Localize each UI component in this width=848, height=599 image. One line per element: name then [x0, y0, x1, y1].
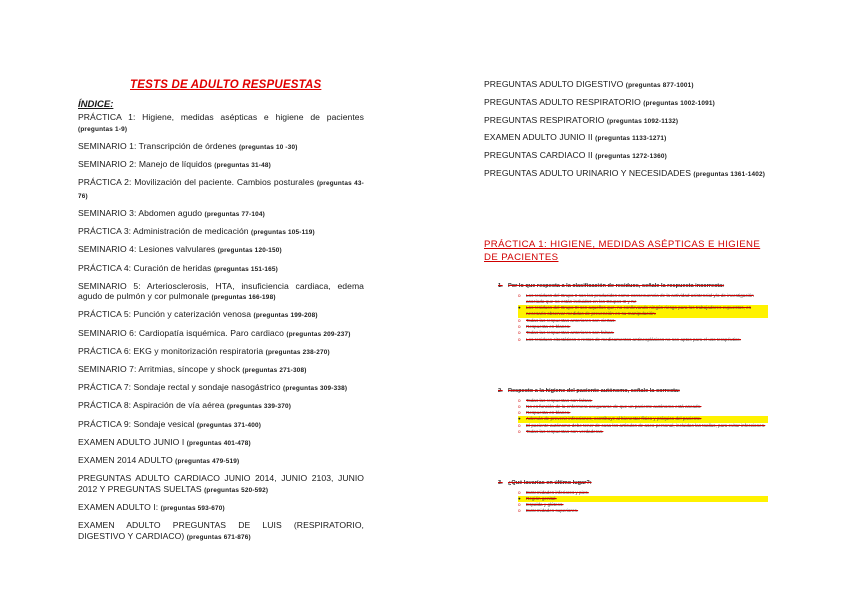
answer-option: o Espalda y glúteos. [518, 502, 768, 508]
toc-entry-label: SEMINARIO 1: Transcripción de órdenes [78, 140, 239, 151]
toc-entry-label: EXAMEN ADULTO JUNIO I [78, 436, 187, 447]
toc-entry [78, 346, 364, 359]
answer-option: o Los residuos del Grupo II son los producidos como consecuencia de la actividad asistencial y/o de investigación asociada que no están incluidos en los Grupos III y IV. [518, 293, 768, 306]
toc-entry-label: PRÁCTICA 4: Curación de heridas [78, 262, 214, 273]
toc-entry-label: SEMINARIO 3: Abdomen agudo [78, 207, 205, 218]
toc-entry-pages: (preguntas 1361-1402) [693, 170, 766, 178]
question-2 [498, 388, 768, 435]
toc-entry-pages: (preguntas 479-519) [175, 457, 240, 465]
answer-option: o Respuesta en blanco. [518, 324, 768, 330]
toc-entry-label: PRÁCTICA 1: Higiene, medidas asépticas e higiene de pacientes [78, 112, 364, 122]
toc-entry-pages: (preguntas 877-1001) [625, 82, 694, 89]
answer-option: o El paciente autónomo debe tener de casa los artículos de aseo personal, incluidas las toallas, para evitar infecciones. [518, 423, 768, 429]
toc-entry [78, 177, 364, 202]
toc-entry-pages: (preguntas 105-119) [251, 229, 315, 237]
answer-option-correct: ● Además de prevenir infecciones, contribuye al bienestar físico y psíquico del paciente. [518, 416, 768, 422]
toc-entry-pages: (preguntas 309-338) [283, 385, 348, 393]
toc-entry-pages: (preguntas 401-478) [186, 439, 251, 447]
toc-entry-pages: (preguntas 43-76) [78, 180, 364, 200]
toc-entry-pages: (preguntas 166-198) [211, 294, 276, 302]
toc-entry-label: EXAMEN 2014 ADULTO [78, 454, 176, 465]
toc-entry-label: SEMINARIO 5: Arteriosclerosis, HTA, insuficiencia cardiaca, edema agudo de pulmón y cor pulmonale [78, 280, 364, 302]
toc-entry-pages: (preguntas 1133-1271) [595, 135, 667, 143]
answer-options [518, 398, 768, 436]
toc-entry-pages: (preguntas 199-208) [253, 312, 318, 320]
answer-options [518, 293, 768, 343]
question-3 [498, 480, 768, 515]
toc-entry [78, 244, 364, 257]
toc-entry [484, 168, 774, 181]
question-text [498, 283, 768, 291]
toc-entry [78, 364, 364, 377]
toc-entry-label: PREGUNTAS CARDIACO II [484, 150, 596, 161]
table-of-contents-right [484, 79, 774, 186]
question-number: 2. [498, 388, 503, 394]
question-text [498, 480, 768, 488]
table-of-contents-left [78, 112, 364, 549]
toc-entry [78, 112, 364, 135]
answer-option: o Todas las respuestas son falsas. [518, 398, 768, 404]
toc-entry-label: PREGUNTAS ADULTO URINARIO Y NECESIDADES [484, 167, 694, 178]
toc-entry [78, 208, 364, 221]
toc-entry-pages: (preguntas 238-270) [265, 348, 330, 356]
toc-entry-label: SEMINARIO 7: Arritmias, síncope y shock [78, 364, 243, 375]
answer-option-correct: ● Los residuos del Grupo III son aquellos que, no conllevando ningún riesgo para los trabajadores expuestos, es necesario observar medidas de prevención en su manipulación. [518, 305, 768, 318]
question-label: ¿Qué lavarías en último lugar?: [508, 480, 592, 486]
toc-entry-label: PRÁCTICA 6: EKG y monitorización respiratoria [78, 345, 266, 356]
section-title: PRÁCTICA 1: HIGIENE, MEDIDAS ASÉPTICAS E HIGIENE DE PACIENTES [484, 239, 761, 263]
answer-option: o Respuesta en blanco. [518, 410, 768, 416]
toc-entry [78, 455, 364, 468]
toc-entry-label: PREGUNTAS ADULTO CARDIACO JUNIO 2014, JUNIO 2103, JUNIO 2012 Y PREGUNTAS SUELTAS [78, 473, 364, 494]
toc-entry-label: SEMINARIO 6: Cardiopatía isquémica. Paro cardiaco [78, 327, 287, 338]
question-number: 1. [498, 283, 503, 289]
toc-entry-label: PREGUNTAS ADULTO RESPIRATORIO [484, 96, 644, 107]
toc-entry [484, 115, 774, 128]
toc-entry-pages: (preguntas 120-150) [217, 247, 282, 255]
toc-entry [484, 79, 774, 92]
answer-option: o Todas las respuestas anteriores son ciertas. [518, 318, 768, 324]
toc-entry [78, 141, 364, 154]
toc-entry-label: PREGUNTAS ADULTO DIGESTIVO [484, 79, 626, 89]
toc-entry [78, 382, 364, 395]
toc-entry-label: SEMINARIO 4: Lesiones valvulares [78, 244, 218, 255]
toc-entry-pages: (preguntas 1-9) [78, 125, 128, 133]
index-heading: ÍNDICE: [78, 99, 114, 110]
answer-option: o Extremidades superiores. [518, 508, 768, 514]
question-label: Por lo que respecta a la clasificación de residuos, señale la respuesta incorrecta: [508, 283, 725, 289]
answer-option-correct: ● Región genital. [518, 496, 768, 502]
toc-entry [78, 309, 364, 322]
toc-entry-label: EXAMEN ADULTO I: [78, 501, 161, 512]
toc-entry [484, 132, 774, 145]
toc-entry [78, 400, 364, 413]
question-label: Respecto a la higiene del paciente autónomo, señale la correcta: [508, 388, 680, 394]
toc-entry-label: PRÁCTICA 3: Administración de medicación [78, 226, 252, 237]
toc-entry-pages: (preguntas 271-308) [242, 367, 307, 375]
answer-options [518, 490, 768, 515]
toc-entry-pages: (preguntas 593-670) [160, 504, 225, 512]
answer-option: o Los residuos citostáticos o restos de medicamentos antineoplásicos no son aptos para el uso terapéutico. [518, 337, 768, 343]
toc-entry-pages: (preguntas 1092-1132) [606, 117, 679, 125]
toc-entry [78, 520, 364, 543]
toc-entry-pages: (preguntas 31-48) [214, 161, 271, 169]
toc-entry [78, 159, 364, 172]
toc-entry-pages: (preguntas 1002-1091) [643, 99, 715, 107]
toc-entry [78, 263, 364, 276]
toc-entry [78, 281, 364, 304]
question-number: 3. [498, 480, 503, 486]
toc-entry-pages: (preguntas 10 -30) [238, 143, 298, 151]
answer-option: o No es función de la enfermera asegurarse de que un paciente autónomo está aseado. [518, 404, 768, 410]
toc-entry [78, 328, 364, 341]
toc-entry-label: PREGUNTAS RESPIRATORIO [484, 114, 607, 125]
answer-option: o Todas las respuestas anteriores son falsas. [518, 330, 768, 336]
toc-entry-label: PRÁCTICA 2: Movilización del paciente. Cambios posturales [78, 177, 317, 188]
toc-entry-pages: (preguntas 77-104) [204, 210, 265, 218]
toc-entry-label: PRÁCTICA 8: Aspiración de vía aérea [78, 400, 227, 411]
toc-entry [78, 473, 364, 496]
toc-entry-label: PRÁCTICA 9: Sondaje vesical [78, 418, 197, 429]
answer-option: o Todas las respuestas son verdaderas. [518, 429, 768, 435]
document-title: TESTS DE ADULTO RESPUESTAS [130, 79, 322, 91]
toc-entry [78, 437, 364, 450]
toc-entry-label: SEMINARIO 2: Manejo de líquidos [78, 158, 215, 169]
toc-entry-pages: (preguntas 151-165) [213, 265, 279, 273]
toc-entry-label: PRÁCTICA 7: Sondaje rectal y sondaje nasogástrico [78, 382, 284, 393]
toc-entry-pages: (preguntas 520-592) [204, 486, 269, 494]
toc-entry [484, 97, 774, 110]
answer-option: o Extremidades inferiores y pies. [518, 490, 768, 496]
toc-entry-label: EXAMEN ADULTO PREGUNTAS DE LUIS (RESPIRATORIO, DIGESTIVO Y CARDIACO) [78, 520, 364, 541]
question-text [498, 388, 768, 396]
toc-entry-label: PRÁCTICA 5: Punción y caterización venosa [78, 309, 254, 320]
toc-entry-pages: (preguntas 339-370) [226, 403, 292, 411]
toc-entry [78, 226, 364, 239]
toc-entry-label: EXAMEN ADULTO JUNIO II [484, 132, 596, 143]
toc-entry-pages: (preguntas 671-876) [186, 533, 251, 541]
toc-entry-pages: (preguntas 209-237) [286, 330, 351, 338]
toc-entry-pages: (preguntas 1272-1360) [595, 153, 667, 161]
toc-entry [484, 150, 774, 163]
toc-entry [78, 419, 364, 432]
toc-entry [78, 502, 364, 515]
toc-entry-pages: (preguntas 371-400) [196, 421, 262, 429]
question-1 [498, 283, 768, 343]
